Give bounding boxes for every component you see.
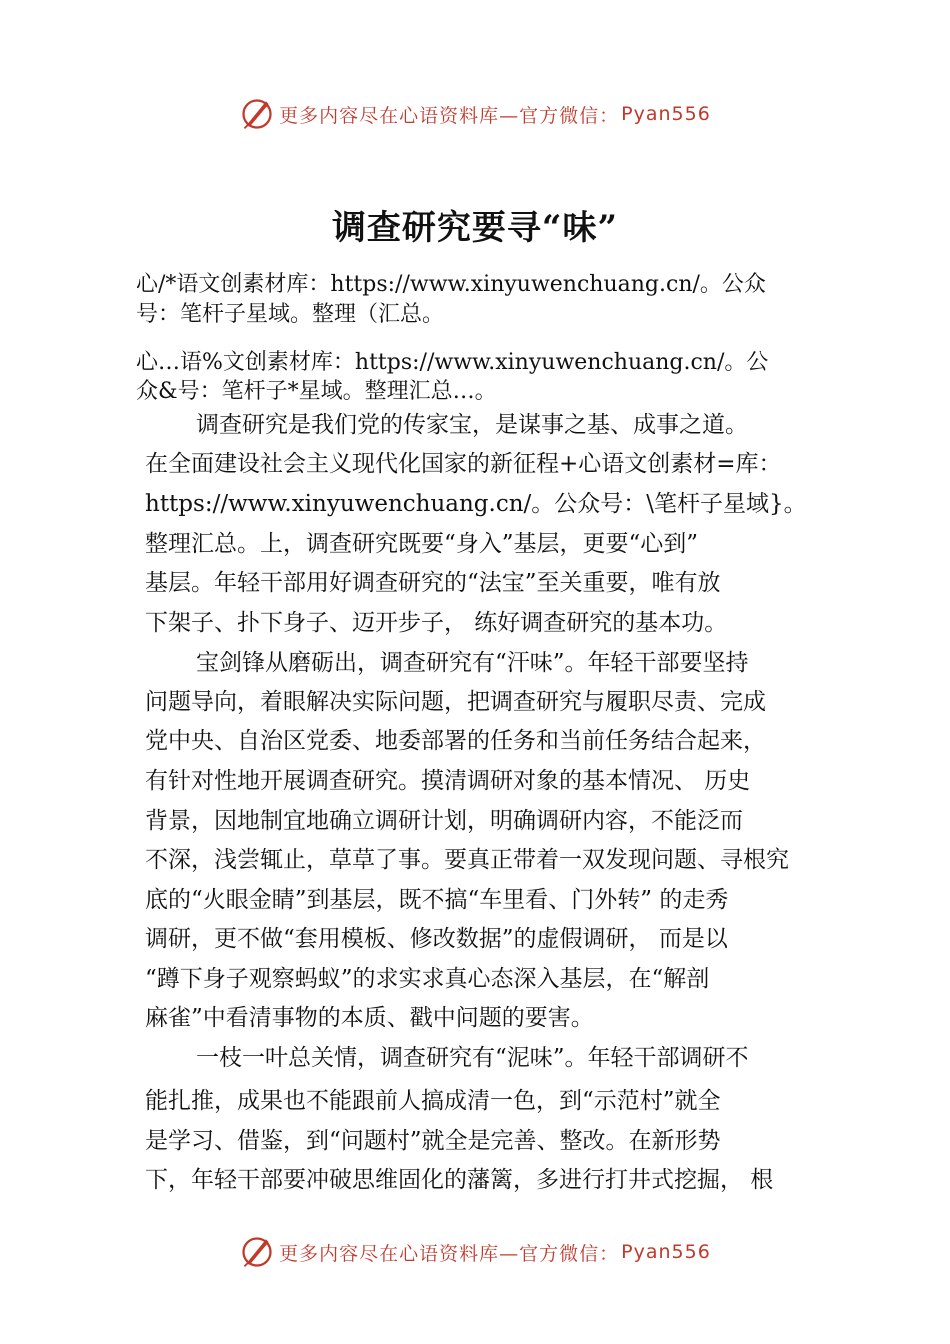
paragraph-line: 麻雀”中看清事物的本质、戳中问题的要害。 [145,1005,594,1031]
document-title: 调查研究要寻“味” [331,208,619,248]
banner-wechat-id: Pyan556 [621,103,711,125]
paragraph-line: 底的“火眼金睛”到基层，既不搞“车里看、门外转” 的走秀 [145,887,729,913]
paragraph-line: 基层。年轻干部用好调查研究的“法宝”至关重要，唯有放 [145,570,721,596]
paragraph-line: 在全面建设社会主义现代化国家的新征程+心语文创素材=库： [145,451,782,477]
text-line: 众&号：笔杆子*星域。整理汇总…。 [136,379,497,404]
paragraph-line: 背景，因地制宜地确立调研计划，明确调研内容，不能泛而 [145,808,743,834]
paragraph-line: https://www.xinyuwenchuang.cn/。公众号：\笔杆子星域}。 [145,491,807,517]
footer-watermark-banner [0,1230,950,1274]
paragraph-line: 问题导向，着眼解决实际问题，把调查研究与履职尽责、完成 [145,689,766,715]
text-line: 心/*语文创素材库：https://www.xinyuwenchuang.cn/。公众 [136,272,766,297]
paragraph-line: 党中央、自治区党委、地委部署的任务和当前任务结合起来， [145,728,766,754]
paragraph-line: 整理汇总。上，调查研究既要“身入”基层，更要“心到” [145,531,699,557]
text-line: 心…语%文创素材库：https://www.xinyuwenchuang.cn/。公 [136,350,769,375]
banner-wechat-id: Pyan556 [621,1241,711,1263]
banner-text: 更多内容尽在心语资料库—官方微信： [279,104,620,127]
paragraph-line: 调研，更不做“套用模板、修改数据”的虚假调研， 而是以 [145,926,728,952]
quill-logo-icon [239,1234,275,1270]
paragraph-line: 是学习、借鉴，到“问题村”就全是完善、整改。在新形势 [145,1128,721,1154]
paragraph-line: 一枝一叶总关情，调查研究有“泥味”。年轻干部调研不 [196,1045,749,1071]
text-line: 号：笔杆子星域。整理（汇总。 [136,302,445,327]
banner-text: 更多内容尽在心语资料库—官方微信： [279,1242,620,1265]
paragraph-line: 下，年轻干部要冲破思维固化的藩篱，多进行打井式挖掘， 根 [145,1167,774,1193]
paragraph-line: 宝剑锋从磨砺出，调查研究有“汗味”。年轻干部要坚持 [196,650,749,676]
quill-logo-icon [239,96,275,132]
paragraph-line: 不深，浅尝辄止，草草了事。要真正带着一双发现问题、寻根究 [145,847,789,873]
paragraph-line: 能扎推，成果也不能跟前人搞成清一色，到“示范村”就全 [145,1088,721,1114]
paragraph-line: 下架子、扑下身子、迈开步子， 练好调查研究的基本功。 [145,610,728,636]
paragraph-line: 调查研究是我们党的传家宝，是谋事之基、成事之道。 [196,412,748,438]
paragraph-line: 有针对性地开展调查研究。摸清调研对象的基本情况、 历史 [145,768,751,794]
paragraph-line: “蹲下身子观察蚂蚁”的求实求真心态深入基层，在“解剖 [145,966,710,992]
header-watermark-banner [0,92,950,136]
